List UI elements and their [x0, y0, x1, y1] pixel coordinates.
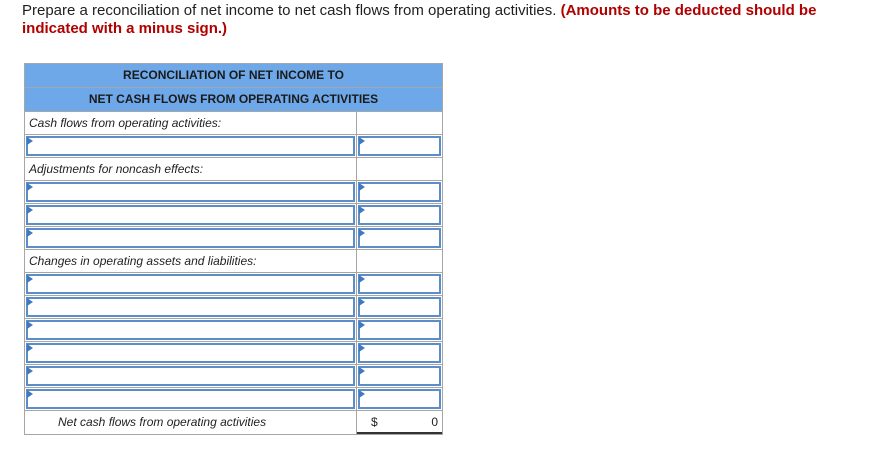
amount-input[interactable] — [358, 182, 441, 202]
description-input[interactable] — [26, 343, 355, 363]
total-row — [25, 411, 442, 434]
amount-input[interactable] — [358, 366, 441, 386]
reconciliation-worksheet — [24, 63, 443, 435]
total-value-cell — [357, 411, 442, 434]
description-input[interactable] — [26, 274, 355, 294]
input-row-10 — [25, 388, 442, 411]
section-label-adjustments: Adjustments for noncash effects: — [25, 158, 357, 180]
input-row-8 — [25, 342, 442, 365]
amount-input[interactable] — [358, 320, 441, 340]
description-input[interactable] — [26, 228, 355, 248]
description-input[interactable] — [26, 366, 355, 386]
header-line-2: NET CASH FLOWS FROM OPERATING ACTIVITIES — [25, 88, 442, 112]
amount-input[interactable] — [358, 297, 441, 317]
total-amount: 0 — [431, 415, 438, 429]
description-input[interactable] — [26, 136, 355, 156]
amount-input[interactable] — [358, 274, 441, 294]
amount-input[interactable] — [358, 205, 441, 225]
input-row-3 — [25, 204, 442, 227]
section-row-adjustments — [25, 158, 442, 181]
input-row-6 — [25, 296, 442, 319]
description-input[interactable] — [26, 182, 355, 202]
amount-input[interactable] — [358, 228, 441, 248]
total-label: Net cash flows from operating activities — [25, 411, 357, 434]
description-input[interactable] — [26, 205, 355, 225]
section-row-changes — [25, 250, 442, 273]
description-input[interactable] — [26, 389, 355, 409]
section-label-cash-flows: Cash flows from operating activities: — [25, 112, 357, 134]
description-input[interactable] — [26, 320, 355, 340]
instructions-note: (Amounts to be deducted should be indicated with a minus sign.) — [22, 2, 817, 37]
section-row-cash-flows — [25, 112, 442, 135]
description-input[interactable] — [26, 297, 355, 317]
input-row-2 — [25, 181, 442, 204]
amount-input[interactable] — [358, 389, 441, 409]
section-label-changes: Changes in operating assets and liabilities: — [25, 250, 357, 272]
instructions — [22, 2, 867, 38]
amount-input[interactable] — [358, 343, 441, 363]
input-row-9 — [25, 365, 442, 388]
instructions-text: Prepare a reconciliation of net income to net cash flows from operating activities. — [22, 2, 557, 19]
input-row-4 — [25, 227, 442, 250]
total-currency: $ — [371, 415, 378, 429]
amount-input[interactable] — [358, 136, 441, 156]
header-line-1: RECONCILIATION OF NET INCOME TO — [25, 64, 442, 88]
input-row-1 — [25, 135, 442, 158]
input-row-5 — [25, 273, 442, 296]
input-row-7 — [25, 319, 442, 342]
